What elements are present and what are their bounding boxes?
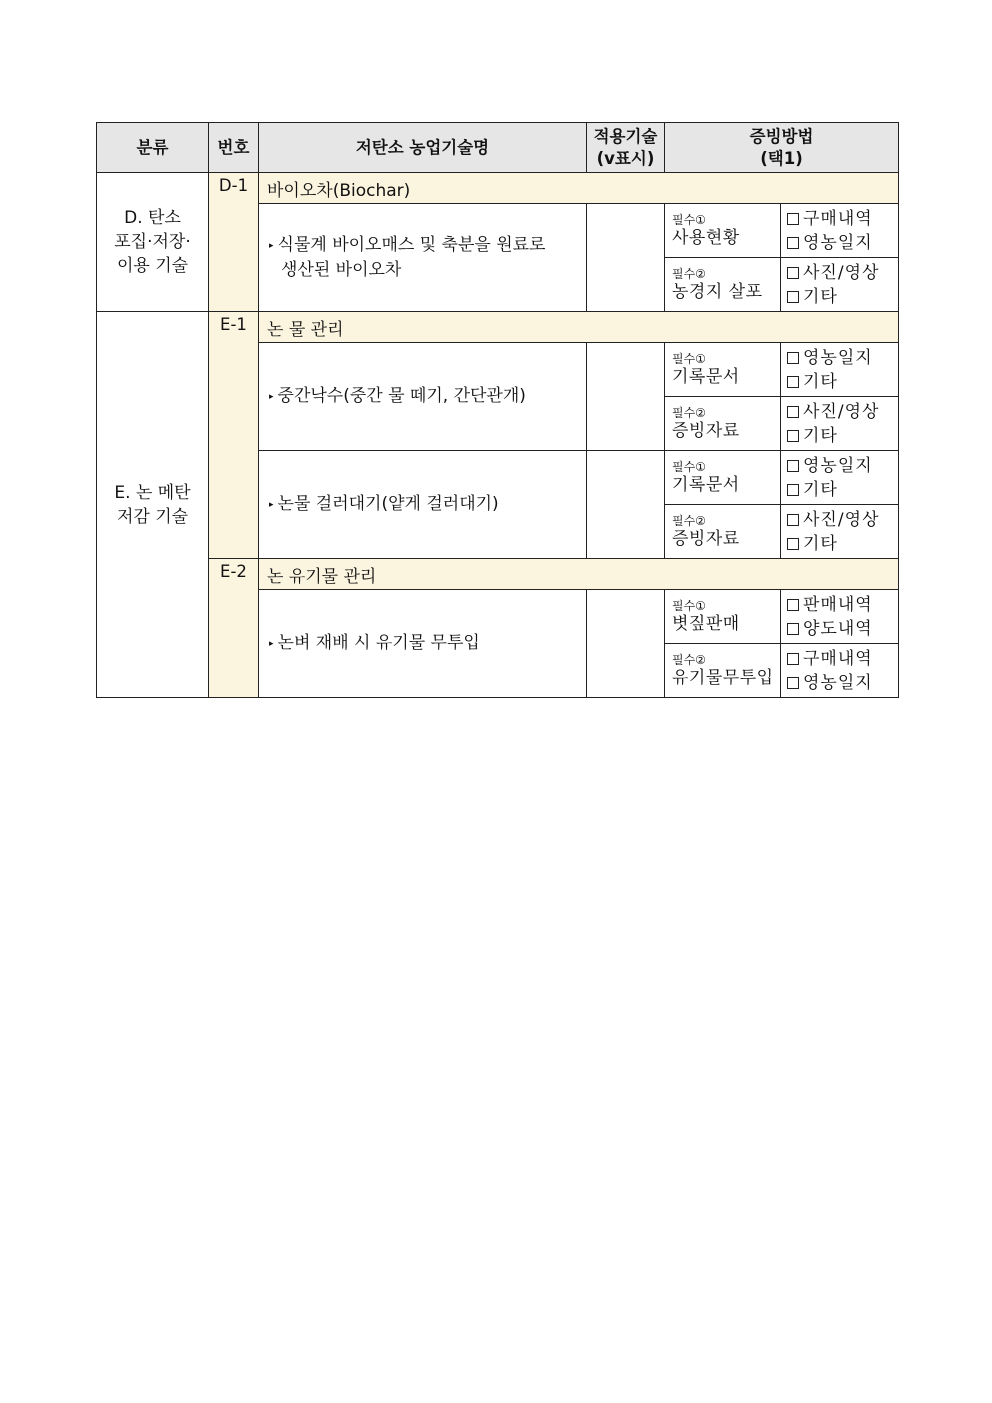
- evidence-item: 필수② 유기물무투입: [665, 644, 781, 698]
- tech-name: ▸ 중간낙수(중간 물 떼기, 간단관개): [259, 343, 587, 451]
- checkbox-icon[interactable]: [787, 376, 799, 388]
- checkbox-icon[interactable]: [787, 653, 799, 665]
- bullet-triangle-icon: ▸: [269, 639, 274, 649]
- evidence-checks: [781, 505, 899, 559]
- header-evidence: 증빙방법 (택1): [665, 123, 899, 173]
- evidence-checks: [781, 397, 899, 451]
- header-row: [97, 123, 899, 173]
- check-option[interactable]: 구매내역: [787, 647, 898, 671]
- tech-name: ▸ 식물계 바이오매스 및 축분을 원료로 생산된 바이오차: [259, 204, 587, 312]
- subgroup-row: [97, 173, 899, 204]
- check-option[interactable]: 기타: [787, 478, 898, 502]
- check-option[interactable]: 영농일지: [787, 454, 898, 478]
- evidence-checks: [781, 343, 899, 397]
- checkbox-icon[interactable]: [787, 291, 799, 303]
- bullet-triangle-icon: ▸: [269, 500, 274, 510]
- check-option[interactable]: 기타: [787, 532, 898, 556]
- checkbox-icon[interactable]: [787, 352, 799, 364]
- evidence-item: 필수② 증빙자료: [665, 505, 781, 559]
- header-category: 분류: [97, 123, 209, 173]
- evidence-item: 필수② 증빙자료: [665, 397, 781, 451]
- bullet-triangle-icon: ▸: [269, 241, 274, 251]
- category-cell: E. 논 메탄 저감 기술: [97, 312, 209, 698]
- bullet-triangle-icon: ▸: [269, 392, 274, 402]
- check-option[interactable]: 사진/영상: [787, 400, 898, 424]
- evidence-item: 필수① 볏짚판매: [665, 590, 781, 644]
- evidence-item: 필수② 농경지 살포: [665, 258, 781, 312]
- check-option[interactable]: 영농일지: [787, 346, 898, 370]
- subgroup-row: [97, 559, 899, 590]
- checkbox-icon[interactable]: [787, 267, 799, 279]
- check-option[interactable]: 사진/영상: [787, 508, 898, 532]
- apply-checkbox-cell[interactable]: [587, 590, 665, 698]
- evidence-checks: [781, 451, 899, 505]
- subgroup-code: E-1: [209, 312, 259, 559]
- evidence-item: 필수① 사용현황: [665, 204, 781, 258]
- subgroup-code: E-2: [209, 559, 259, 698]
- checkbox-icon[interactable]: [787, 599, 799, 611]
- evidence-checks: [781, 644, 899, 698]
- checkbox-icon[interactable]: [787, 623, 799, 635]
- check-option[interactable]: 기타: [787, 285, 898, 309]
- low-carbon-tech-table: [96, 122, 899, 698]
- evidence-item: 필수① 기록문서: [665, 451, 781, 505]
- checkbox-icon[interactable]: [787, 430, 799, 442]
- check-option[interactable]: 영농일지: [787, 671, 898, 695]
- evidence-item: 필수① 기록문서: [665, 343, 781, 397]
- header-number: 번호: [209, 123, 259, 173]
- header-apply: 적용기술 (v표시): [587, 123, 665, 173]
- apply-checkbox-cell[interactable]: [587, 343, 665, 451]
- header-tech-name: 저탄소 농업기술명: [259, 123, 587, 173]
- apply-checkbox-cell[interactable]: [587, 204, 665, 312]
- apply-checkbox-cell[interactable]: [587, 451, 665, 559]
- check-option[interactable]: 기타: [787, 424, 898, 448]
- checkbox-icon[interactable]: [787, 538, 799, 550]
- evidence-checks: [781, 590, 899, 644]
- checkbox-icon[interactable]: [787, 460, 799, 472]
- checkbox-icon[interactable]: [787, 213, 799, 225]
- subgroup-code: D-1: [209, 173, 259, 312]
- category-cell: D. 탄소 포집·저장· 이용 기술: [97, 173, 209, 312]
- check-option[interactable]: 영농일지: [787, 231, 898, 255]
- check-option[interactable]: 기타: [787, 370, 898, 394]
- checkbox-icon[interactable]: [787, 237, 799, 249]
- checkbox-icon[interactable]: [787, 514, 799, 526]
- subgroup-name: 논 유기물 관리: [259, 559, 899, 590]
- check-option[interactable]: 양도내역: [787, 617, 898, 641]
- subgroup-name: 논 물 관리: [259, 312, 899, 343]
- checkbox-icon[interactable]: [787, 406, 799, 418]
- check-option[interactable]: 사진/영상: [787, 261, 898, 285]
- subgroup-name: 바이오차(Biochar): [259, 173, 899, 204]
- subgroup-row: [97, 312, 899, 343]
- check-option[interactable]: 판매내역: [787, 593, 898, 617]
- evidence-checks: [781, 258, 899, 312]
- check-option[interactable]: 구매내역: [787, 207, 898, 231]
- checkbox-icon[interactable]: [787, 677, 799, 689]
- evidence-checks: [781, 204, 899, 258]
- tech-name: ▸ 논물 걸러대기(얕게 걸러대기): [259, 451, 587, 559]
- tech-name: ▸ 논벼 재배 시 유기물 무투입: [259, 590, 587, 698]
- checkbox-icon[interactable]: [787, 484, 799, 496]
